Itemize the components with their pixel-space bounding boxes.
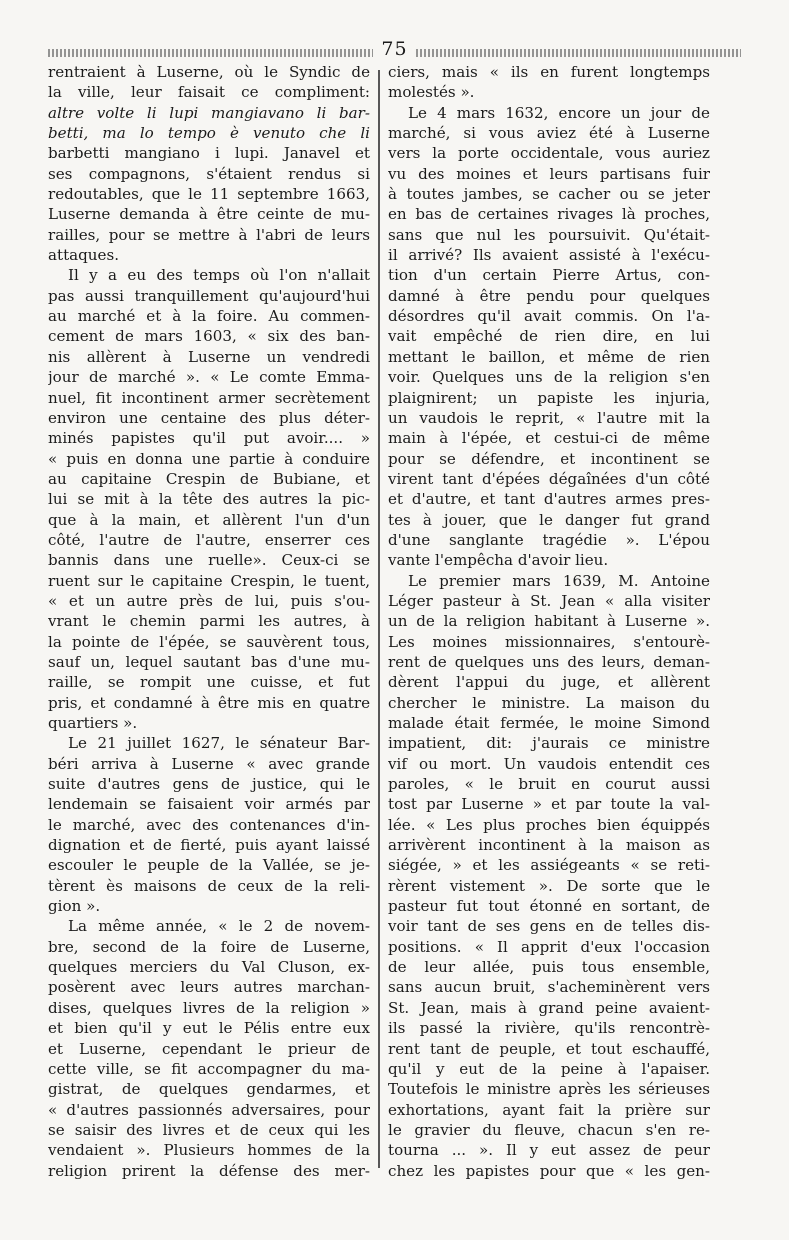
text-line: vendaient ». Plusieurs hommes de la	[48, 1141, 370, 1160]
text-line: raille, se rompit une cuisse, et fut	[48, 673, 370, 692]
text-line: cette ville, se fit accompagner du ma-	[48, 1059, 370, 1078]
text-line: cement de mars 1603, « six des ban-	[48, 327, 370, 346]
text-line: Le premier mars 1639, M. Antoine	[408, 571, 710, 590]
header-rule-right	[416, 49, 741, 57]
left-column	[48, 62, 370, 1180]
text-line: suite d'autres gens de justice, qui le	[48, 775, 370, 794]
text-line: dises, quelques livres de la religion »	[48, 998, 370, 1017]
text-line: pour se défendre, et incontinent se	[388, 449, 710, 468]
text-line: marché, si vous aviez été à Luserne	[388, 124, 710, 143]
text-line: damné à être pendu pour quelques	[388, 286, 710, 305]
text-line: betti, ma lo tempo è venuto che li	[48, 124, 370, 143]
text-line: se saisir des livres et de ceux qui les	[48, 1120, 370, 1139]
text-line: sauf un, lequel sautant bas d'une mu-	[48, 652, 370, 671]
text-line: « puis en donna une partie à conduire	[48, 449, 370, 468]
text-columns	[48, 62, 710, 1180]
text-line: quartiers ».	[48, 714, 138, 732]
text-line: nuel, fit incontinent armer secrètement	[48, 388, 370, 407]
text-line: voir. Quelques uns de la religion s'en	[388, 368, 710, 387]
text-line: voir tant de ses gens en de telles dis-	[388, 917, 710, 936]
text-line: jour de marché ». « Le comte Emma-	[48, 368, 370, 387]
text-line: Le 21 juillet 1627, le sénateur Bar-	[68, 734, 370, 753]
text-line: vante l'empêcha d'avoir lieu.	[388, 551, 609, 570]
text-line: tèrent ès maisons de ceux de la reli-	[48, 876, 370, 895]
text-line: et bien qu'il y eut le Pélis entre eux	[48, 1019, 370, 1038]
text-line: Le 4 mars 1632, encore un jour de	[408, 103, 710, 122]
text-line: vrant le chemin parmi les autres, à	[48, 612, 370, 631]
text-line: nis allèrent à Luserne un vendredi	[48, 347, 370, 366]
text-line: rèrent vistement ». De sorte que le	[388, 876, 710, 895]
text-line: chercher le ministre. La maison du	[388, 693, 710, 712]
text-line: attaques.	[48, 246, 119, 265]
text-line: tourna ... ». Il y eut assez de peur	[388, 1141, 710, 1160]
text-line: arrivèrent incontinent à la maison as	[388, 836, 710, 855]
text-line: ses compagnons, s'étaient rendus si	[48, 164, 370, 183]
text-line: paroles, « le bruit en courut aussi	[388, 775, 710, 794]
text-line: un vaudois le reprit, « l'autre mit la	[388, 408, 710, 427]
text-line: Toutefois le ministre après les sérieuses	[388, 1080, 710, 1099]
header-rule-left	[48, 49, 373, 57]
text-line: bre, second de la foire de Luserne,	[48, 937, 370, 956]
text-line: Il y a eu des temps où l'on n'allait	[68, 266, 370, 285]
text-line: exhortations, ayant fait la prière sur	[388, 1100, 710, 1119]
text-line: La même année, « le 2 de novem-	[68, 917, 370, 936]
text-line: le marché, avec des contenances d'in-	[48, 815, 370, 834]
text-line: et Luserne, cependant le prieur de	[48, 1039, 370, 1058]
text-line: religion prirent la défense des mer-	[48, 1161, 370, 1180]
text-line: ruent sur le capitaine Crespin, le tuent,	[48, 571, 370, 590]
text-line: que à la main, et allèrent l'un d'un	[48, 510, 370, 529]
text-line: bannis dans une ruelle». Ceux-ci se	[48, 551, 370, 570]
text-line: au capitaine Crespin de Bubiane, et	[48, 469, 370, 488]
text-line: qu'il y eut de la peine à l'apaiser.	[388, 1059, 710, 1078]
text-line: plaignirent; un papiste les injuria,	[388, 388, 710, 407]
text-line: barbetti mangiano i lupi. Janavel et	[48, 144, 370, 163]
text-line: vait empêché de rien dire, en lui	[388, 327, 710, 346]
text-line: pris, et condamné à être mis en quatre	[48, 693, 370, 712]
page-header	[48, 34, 741, 64]
text-line: sans que nul les poursuivit. Qu'était-	[388, 225, 710, 244]
text-line: molestés ».	[388, 83, 475, 102]
text-line: un de la religion habitant à Luserne ».	[388, 612, 710, 631]
text-line: vif ou mort. Un vaudois entendit ces	[388, 754, 710, 773]
text-line: siégée, » et les assiégeants « se reti-	[388, 856, 710, 875]
text-line: gistrat, de quelques gendarmes, et	[48, 1080, 370, 1099]
text-line: minés papistes qu'il put avoir.... »	[48, 429, 370, 448]
text-line: tost par Luserne » et par toute la val-	[388, 795, 710, 814]
text-line: dèrent l'appui du juge, et allèrent	[388, 673, 710, 692]
text-line: sans aucun bruit, s'acheminèrent vers	[388, 978, 710, 997]
text-line: main à l'épée, et cestui-ci de même	[388, 429, 710, 448]
text-line: lui se mit à la tête des autres la pic-	[48, 490, 370, 509]
text-line: impatient, dit: j'aurais ce ministre	[388, 734, 710, 753]
text-line: « et un autre près de lui, puis s'ou-	[48, 591, 370, 610]
text-line: de leur allée, puis tous ensemble,	[388, 958, 710, 977]
text-line: à toutes jambes, se cacher ou se jeter	[388, 185, 710, 204]
text-line: en bas de certaines rivages là proches,	[388, 205, 710, 224]
text-line: malade était fermée, le moine Simond	[388, 714, 710, 732]
column-divider	[378, 70, 380, 1168]
text-line: vu des moines et leurs partisans fuir	[388, 164, 710, 183]
text-line: rent tant de peuple, et tout eschauffé,	[388, 1039, 710, 1058]
text-line: le gravier du fleuve, chacun s'en re-	[388, 1120, 710, 1139]
text-line: et d'autre, et tant d'autres armes pres-	[388, 490, 710, 509]
text-line: mettant le baillon, et même de rien	[388, 347, 710, 366]
text-line: rentraient à Luserne, où le Syndic de	[48, 63, 370, 81]
text-line: posèrent avec leurs autres marchan-	[48, 978, 370, 997]
text-line: la pointe de l'épée, se sauvèrent tous,	[48, 632, 370, 651]
text-line: pas aussi tranquillement qu'aujourd'hui	[48, 286, 370, 305]
right-column	[388, 62, 710, 1180]
text-line: gion ».	[48, 897, 101, 916]
text-line: Léger pasteur à St. Jean « alla visiter	[388, 591, 710, 610]
text-line: lée. « Les plus proches bien équippés	[388, 815, 710, 834]
text-line: ciers, mais « ils en furent longtemps	[388, 63, 710, 81]
text-line: lendemain se faisaient voir armés par	[48, 795, 370, 814]
text-line: « d'autres passionnés adversaires, pour	[48, 1100, 370, 1119]
text-line: dignation et de fierté, puis ayant laissé	[48, 836, 370, 855]
text-line: la ville, leur faisait ce compliment:	[48, 83, 370, 102]
text-line: quelques merciers du Val Cluson, ex-	[48, 958, 370, 977]
text-line: chez les papistes pour que « les gen-	[388, 1161, 710, 1180]
text-line: désordres qu'il avait commis. On l'a-	[388, 307, 710, 326]
text-line: au marché et à la foire. Au commen-	[48, 307, 370, 326]
text-line: tes à jouer, que le danger fut grand	[388, 510, 710, 529]
text-line: tion d'un certain Pierre Artus, con-	[388, 266, 710, 285]
text-line: rent de quelques uns des leurs, deman-	[388, 652, 710, 671]
text-line: pasteur fut tout étonné en sortant, de	[388, 897, 710, 916]
text-line: ils passé la rivière, qu'ils rencontrè-	[388, 1019, 710, 1038]
text-line: il arrivé? Ils avaient assisté à l'exécu-	[388, 246, 710, 265]
text-line: redoutables, que le 11 septembre 1663,	[48, 185, 370, 204]
text-line: virent tant d'épées dégaînées d'un côté	[388, 469, 710, 488]
text-line: béri arriva à Luserne « avec grande	[48, 754, 370, 773]
text-line: positions. « Il apprit d'eux l'occasion	[388, 937, 710, 956]
text-line: environ une centaine des plus déter-	[48, 408, 370, 427]
text-line: Luserne demanda à être ceinte de mu-	[48, 205, 370, 224]
text-line: St. Jean, mais à grand peine avaient-	[388, 998, 710, 1017]
text-line: altre volte li lupi mangiavano li bar-	[48, 103, 370, 122]
text-line: côté, l'autre de l'autre, enserrer ces	[48, 530, 370, 549]
text-line: escouler le peuple de la Vallée, se je-	[48, 856, 370, 875]
text-line: d'une sanglante tragédie ». L'épou	[388, 530, 710, 549]
text-line: railles, pour se mettre à l'abri de leurs	[48, 225, 370, 244]
text-line: vers la porte occidentale, vous auriez	[388, 144, 710, 163]
page-number: 75	[381, 38, 408, 60]
text-line: Les moines missionnaires, s'entourè-	[388, 632, 710, 651]
